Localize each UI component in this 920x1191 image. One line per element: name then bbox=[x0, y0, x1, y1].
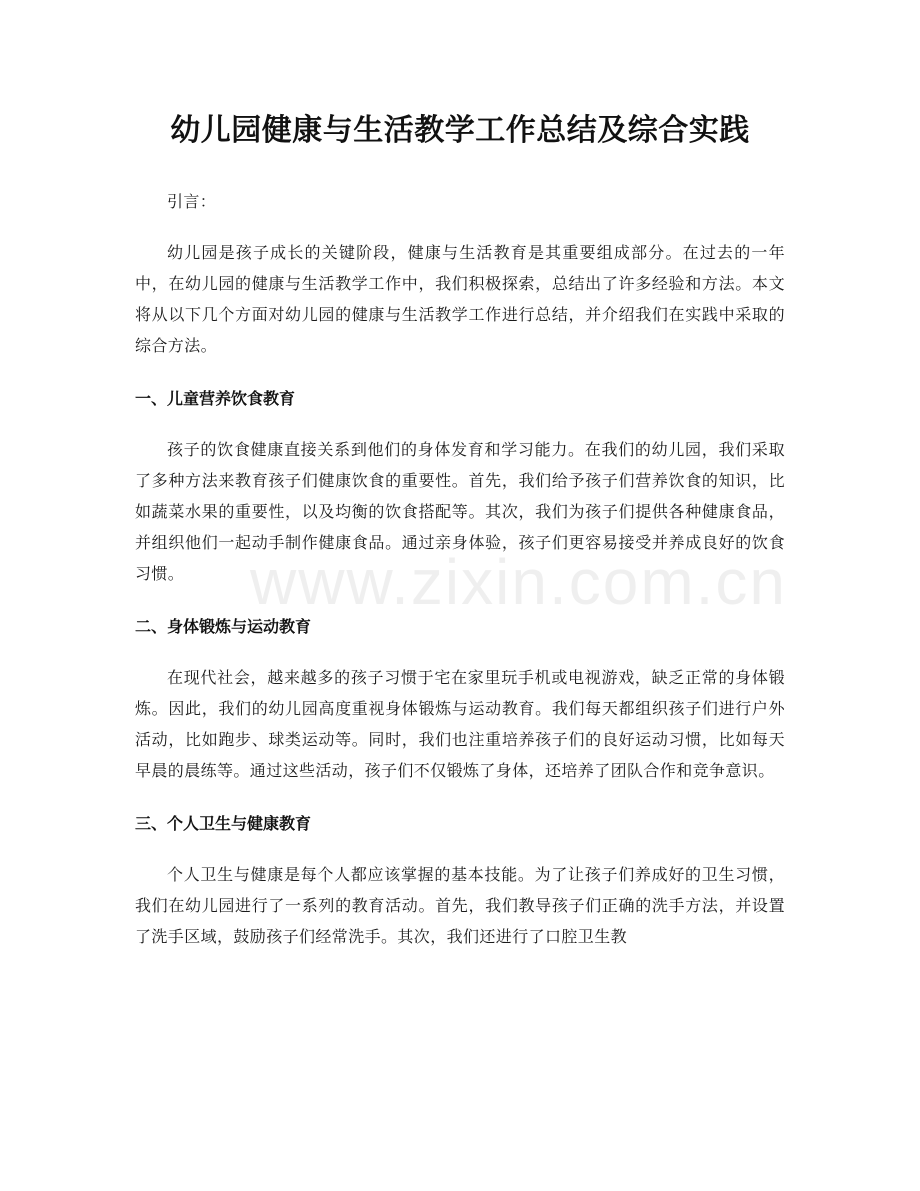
intro-paragraph: 幼儿园是孩子成长的关键阶段，健康与生活教育是其重要组成部分。在过去的一年中，在幼儿园的健康与生活教学工作中，我们积极探索，总结出了许多经验和方法。本文将从以下几个方面对幼儿园的健康与生活教学工作进行总结，并介绍我们在实践中采取的综合方法。 bbox=[135, 243, 785, 355]
section-heading-nutrition: 一、儿童营养饮食教育 bbox=[135, 389, 296, 408]
section-heading-exercise: 二、身体锻炼与运动教育 bbox=[135, 617, 312, 636]
document-page bbox=[135, 100, 785, 952]
watermark: www.zixin.com.cn bbox=[250, 546, 787, 618]
section-paragraph-hygiene: 个人卫生与健康是每个人都应该掌握的基本技能。为了让孩子们养成好的卫生习惯，我们在幼儿园进行了一系列的教育活动。首先，我们教导孩子们正确的洗手方法，并设置了洗手区域，鼓励孩子们经常洗手。其次，我们还进行了口腔卫生教 bbox=[135, 865, 785, 946]
intro-label: 引言： bbox=[167, 192, 217, 211]
section-paragraph-exercise: 在现代社会，越来越多的孩子习惯于宅在家里玩手机或电视游戏，缺乏正常的身体锻炼。因此，我们的幼儿园高度重视身体锻炼与运动教育。我们每天都组织孩子们进行户外活动，比如跑步、球类运动等。同时，我们也注重培养孩子们的良好运动习惯，比如每天早晨的晨练等。通过这些活动，孩子们不仅锻炼了身体，还培养了团队合作和竞争意识。 bbox=[135, 668, 785, 780]
section-paragraph-nutrition: 孩子的饮食健康直接关系到他们的身体发育和学习能力。在我们的幼儿园，我们采取了多种方法来教育孩子们健康饮食的重要性。首先，我们给予孩子们营养饮食的知识，比如蔬菜水果的重要性，以及均衡的饮食搭配等。其次，我们为孩子们提供各种健康食品，并组织他们一起动手制作健康食品。通过亲身体验，孩子们更容易接受并养成良好的饮食习惯。 bbox=[135, 440, 785, 583]
section-heading-hygiene: 三、个人卫生与健康教育 bbox=[135, 814, 312, 833]
document-title: 幼儿园健康与生活教学工作总结及综合实践 bbox=[170, 113, 750, 148]
